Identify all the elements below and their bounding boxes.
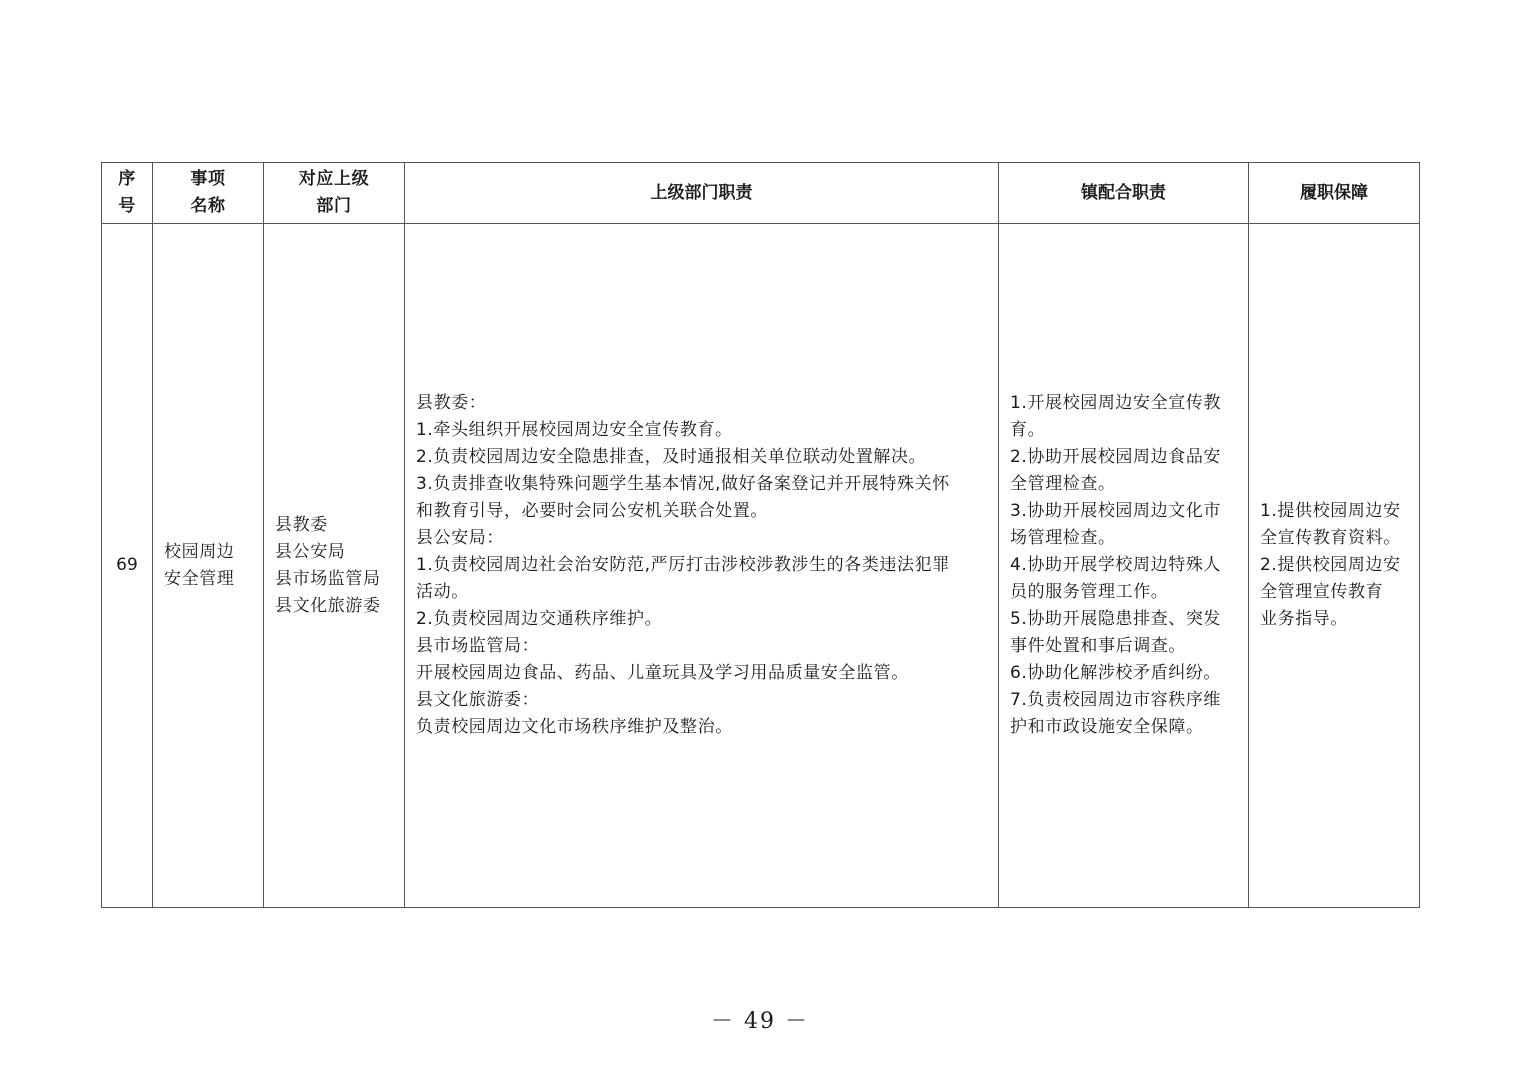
department-line: 县市场监管局 xyxy=(275,568,381,589)
town-duty-line: 1.开展校园周边安全宣传教 xyxy=(1010,393,1222,413)
cell-departments xyxy=(264,224,405,908)
town-duty-line: 6.协助化解涉校矛盾纠纷。 xyxy=(1010,663,1222,683)
header-serial-number xyxy=(102,163,153,224)
header-item-line-1: 事项 xyxy=(190,169,226,189)
header-item-line-2: 名称 xyxy=(190,196,226,216)
cell-item-name xyxy=(153,224,264,908)
town-duty-line: 员的服务管理工作。 xyxy=(1010,582,1169,602)
header-serial-line-1: 序 xyxy=(118,169,136,189)
upper-duty-line: 县文化旅游委： xyxy=(416,690,540,710)
town-duty-line: 护和市政设施安全保障。 xyxy=(1010,717,1204,737)
upper-duty-line: 1.负责校园周边社会治安防范,严厉打击涉校涉教涉生的各类违法犯罪 xyxy=(416,555,950,575)
cell-guarantee xyxy=(1249,224,1420,908)
header-upper-department xyxy=(264,163,405,224)
upper-duty-line: 2.负责校园周边交通秩序维护。 xyxy=(416,609,663,629)
town-duty-line: 5.协助开展隐患排查、突发 xyxy=(1010,609,1222,629)
upper-duty-line: 3.负责排查收集特殊问题学生基本情况,做好备案登记并开展特殊关怀 xyxy=(416,474,950,494)
cell-upper-duty xyxy=(405,224,999,908)
upper-duty-line: 开展校园周边食品、药品、儿童玩具及学习用品质量安全监管。 xyxy=(416,663,909,683)
upper-duty-line: 县公安局： xyxy=(416,528,504,548)
upper-duty-line: 县市场监管局： xyxy=(416,636,540,656)
header-guarantee: 履职保障 xyxy=(1249,163,1420,224)
upper-duty-line: 活动。 xyxy=(416,582,469,602)
upper-duty-line: 2.负责校园周边安全隐患排查，及时通报相关单位联动处置解决。 xyxy=(416,447,927,467)
table-row xyxy=(102,224,1420,908)
town-duty-line: 3.协助开展校园周边文化市 xyxy=(1010,501,1222,521)
town-duty-line: 场管理检查。 xyxy=(1010,528,1116,548)
department-line: 县公安局 xyxy=(275,541,346,562)
guarantee-line: 2.提供校园周边安 xyxy=(1260,555,1401,575)
town-duty-line: 事件处置和事后调查。 xyxy=(1010,636,1186,656)
item-name-line: 安全管理 xyxy=(164,568,235,589)
upper-duty-line: 和教育引导，必要时会同公安机关联合处置。 xyxy=(416,501,768,521)
guarantee-line: 1.提供校园周边安 xyxy=(1260,501,1401,521)
header-dept-line-1: 对应上级 xyxy=(298,169,370,189)
header-dept-line-2: 部门 xyxy=(316,196,352,216)
town-duty-line: 育。 xyxy=(1010,420,1046,440)
upper-duty-line: 县教委： xyxy=(416,393,487,413)
upper-duty-line: 1.牵头组织开展校园周边安全宣传教育。 xyxy=(416,420,733,440)
town-duty-line: 4.协助开展学校周边特殊人 xyxy=(1010,555,1222,575)
department-line: 县教委 xyxy=(275,514,328,535)
guarantee-line: 全管理宣传教育 xyxy=(1260,582,1384,602)
header-upper-duty: 上级部门职责 xyxy=(405,163,999,224)
page-number: － 49 － xyxy=(711,1009,809,1034)
cell-serial-number: 69 xyxy=(102,224,153,908)
cell-town-duty xyxy=(999,224,1249,908)
table-header-row xyxy=(102,163,1420,224)
header-serial-line-2: 号 xyxy=(118,196,136,216)
town-duty-line: 2.协助开展校园周边食品安 xyxy=(1010,447,1222,467)
guarantee-line: 全宣传教育资料。 xyxy=(1260,528,1401,548)
town-duty-line: 全管理检查。 xyxy=(1010,474,1116,494)
duty-table xyxy=(101,162,1420,908)
upper-duty-line: 负责校园周边文化市场秩序维护及整治。 xyxy=(416,717,733,737)
department-line: 县文化旅游委 xyxy=(275,595,381,616)
item-name-line: 校园周边 xyxy=(164,541,235,562)
guarantee-line: 业务指导。 xyxy=(1260,609,1348,629)
header-town-duty: 镇配合职责 xyxy=(999,163,1249,224)
town-duty-line: 7.负责校园周边市容秩序维 xyxy=(1010,690,1222,710)
header-item-name xyxy=(153,163,264,224)
